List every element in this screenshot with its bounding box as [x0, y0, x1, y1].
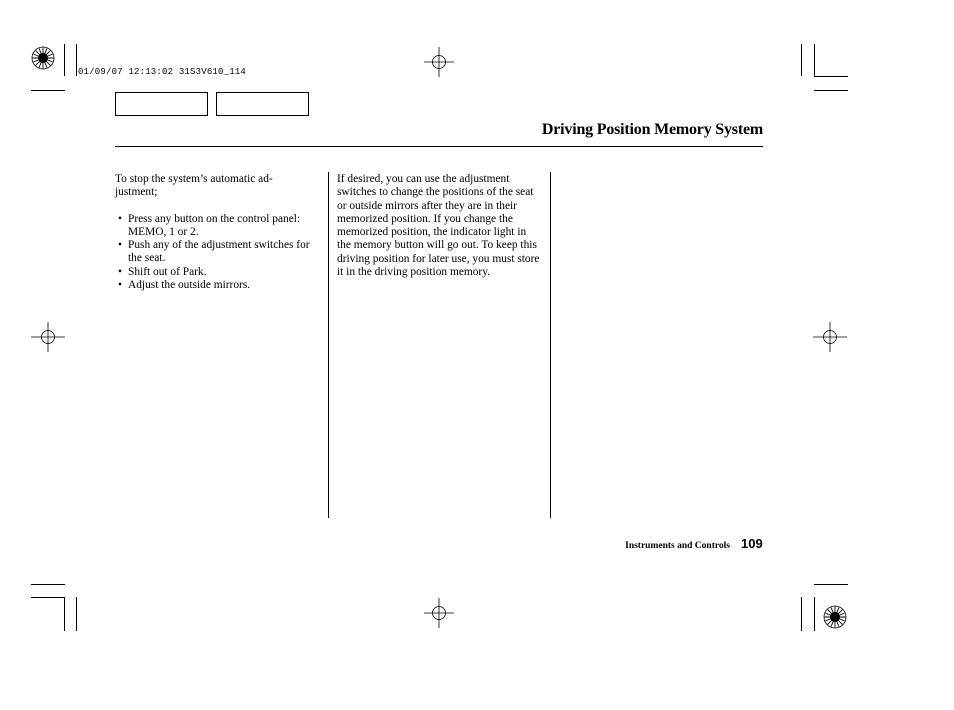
- crop-mark-icon: [64, 44, 65, 76]
- list-item-text: Shift out of Park.: [128, 265, 207, 278]
- crop-mark-icon: [814, 44, 815, 77]
- header-tab-box: [115, 92, 208, 116]
- crop-mark-icon: [814, 584, 848, 585]
- body-paragraph: If desired, you can use the adjustment switches to change the positions of the seat or outside mirrors after they are in their memorized position. If you change the memorized position, the indicator light in the memory button will go out. To keep this driving position for later use, you must store it in the driving position memory.: [337, 173, 540, 279]
- registration-rosette-icon: [823, 605, 847, 629]
- crop-mark-icon: [814, 90, 848, 91]
- list-item-text: Adjust the outside mirrors.: [128, 279, 251, 292]
- left-column: [115, 173, 310, 292]
- page-number: 109: [741, 536, 763, 551]
- crosshair-target-icon: [424, 47, 454, 77]
- crosshair-target-icon: [31, 322, 65, 352]
- list-item-text: Press any button on the control panel: MEMO, 1 or 2.: [128, 212, 301, 238]
- column-divider: [328, 172, 329, 518]
- registration-rosette-icon: [31, 46, 55, 70]
- page-title: Driving Position Memory System: [541, 121, 763, 138]
- column-divider: [550, 172, 551, 518]
- header-rule: [115, 146, 763, 147]
- list-item: • Press any button on the control panel: MEMO, 1 or 2.: [118, 212, 301, 238]
- list-item-text: Push any of the adjustment switches for the seat.: [128, 239, 310, 265]
- footer-section-name: Instruments and Controls: [625, 541, 730, 551]
- crop-mark-icon: [64, 597, 65, 631]
- crop-mark-icon: [801, 44, 802, 76]
- crop-mark-icon: [31, 597, 65, 598]
- crop-mark-icon: [814, 597, 815, 631]
- crosshair-target-icon: [813, 322, 847, 352]
- print-stamp: 01/09/07 12:13:02 31S3V610_114: [78, 67, 247, 77]
- crosshair-target-icon: [424, 598, 454, 628]
- intro-text: To stop the system’s automatic ad-justment;: [115, 173, 273, 199]
- crop-mark-icon: [814, 76, 848, 77]
- crop-mark-icon: [801, 597, 802, 631]
- header-tab-box: [216, 92, 309, 116]
- crop-mark-icon: [31, 90, 65, 91]
- list-item: • Shift out of Park.: [118, 265, 207, 278]
- list-item: • Push any of the adjustment switches for the seat.: [118, 239, 310, 265]
- middle-column: [337, 173, 540, 279]
- crop-mark-icon: [76, 44, 77, 76]
- bullet-list: [115, 213, 310, 293]
- crop-mark-icon: [31, 584, 65, 585]
- list-item: • Adjust the outside mirrors.: [118, 279, 251, 292]
- crop-mark-icon: [76, 597, 77, 631]
